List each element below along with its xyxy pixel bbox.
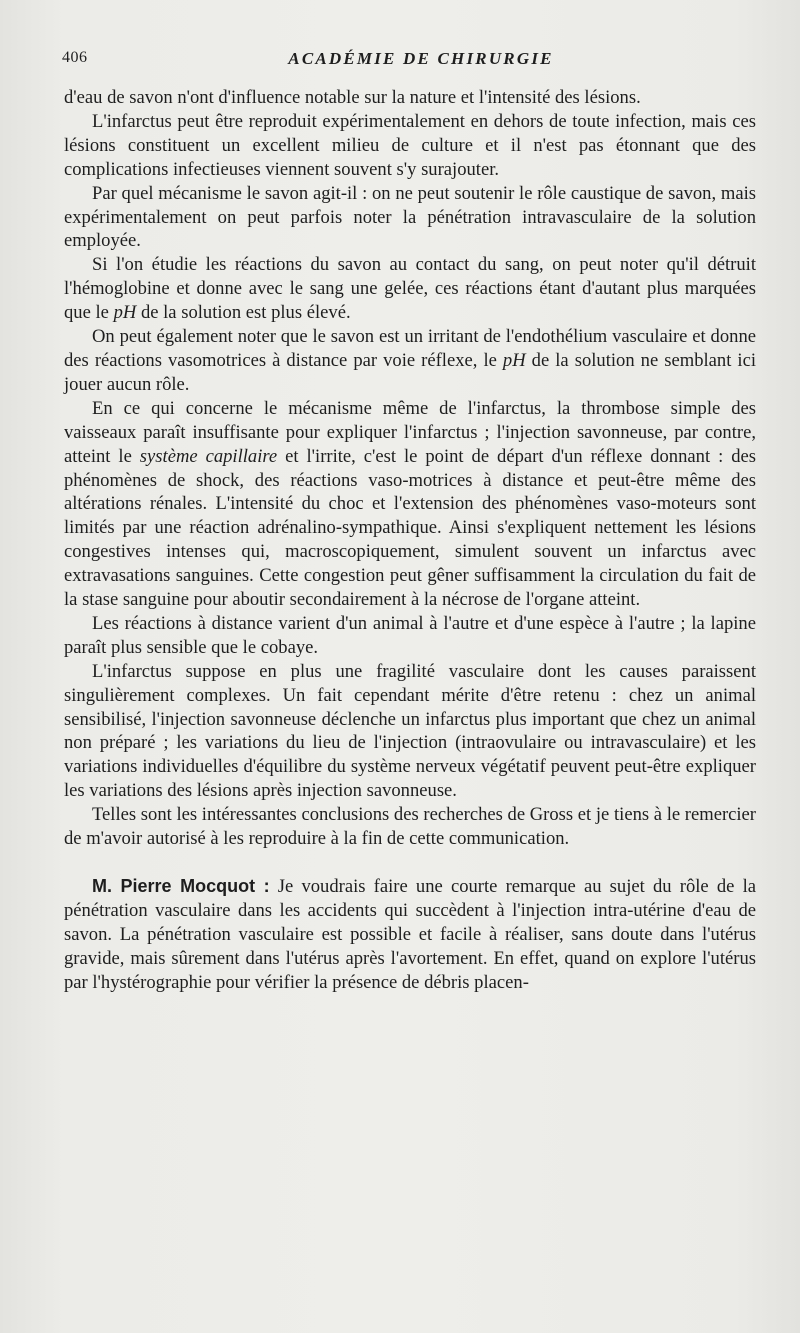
text-run: de la solution ne semblant ici jouer aucun rôle. (64, 349, 756, 395)
text-run: et l'irrite, c'est le point de départ d'un réflexe donnant : des phénomènes de shock, des réactions vaso-motrices à distance et peut-être même des altérations rénales. L'intensité du choc et l'extension des phénomènes vaso-moteurs sont limités par une réaction adrénalino-sympathique. Ainsi s'expliquent nettement les lésions congestives intenses qui, macroscopiquement, simulent souvent un infarctus avec extravasations sanguines. Cette congestion peut gêner suffisamment la circulation du fait de la stase sanguine pour aboutir secondairement à la nécrose de l'organe atteint. (64, 445, 756, 611)
speaker-text: Je voudrais faire une courte remarque au sujet du rôle de la pénétration vasculaire dans les accidents qui succèdent à l'injection intra-utérine d'eau de savon. La pénétration vasculaire est possible et facile à réaliser, sans doute dans l'utérus gravide, mais sûrement dans l'utérus après l'avortement. En effet, quand on explore l'utérus par l'hystérographie pour vérifier la présence de débris placen- (64, 876, 756, 993)
emphasized-term: système capillaire (139, 445, 278, 467)
paragraph: Par quel mécanisme le savon agit-il : on ne peut soutenir le rôle caustique de savon, mais expérimentalement on peut parfois noter la pénétration intravasculaire de la solution employée. (64, 182, 756, 252)
text-run: de la solution est plus élevé. (136, 302, 351, 324)
paragraph: Telles sont les intéressantes conclusions des recherches de Gross et je tiens à le remercier de m'avoir autorisé à les reproduire à la fin de cette communication. (64, 804, 756, 850)
paragraph: L'infarctus suppose en plus une fragilité vasculaire dont les causes paraissent singulièrement complexes. Un fait cependant mérite d'être retenu : chez un animal sensibilisé, l'injection savonneuse déclenche un infarctus plus important que chez un animal non préparé ; les variations du lieu de l'injection (intraovulaire ou intravasculaire) et les variations individuelles d'équilibre du système nerveux végétatif peuvent peut-être expliquer les variations des lésions après injection savonneuse. (64, 660, 756, 802)
text-run: En ce qui concerne le mécanisme même de l'infarctus, la thrombose simple des vaisseaux paraît insuffisante pour expliquer l'infarctus ; l'injection savonneuse, par contre, atteint le (64, 397, 756, 467)
ph-term: pH (502, 349, 526, 371)
speaker-name: M. Pierre Mocquot : (92, 876, 270, 896)
paragraph (64, 397, 756, 612)
paragraph-continued: d'eau de savon n'ont d'influence notable sur la nature et l'intensité des lésions. (64, 87, 641, 108)
body-text (64, 86, 756, 995)
speaker-paragraph (64, 875, 756, 995)
text-run: Si l'on étudie les réactions du savon au contact du sang, on peut noter qu'il détruit l'hémoglobine et donne avec le sang une gelée, ces réactions étant d'autant plus marquées que le (64, 254, 756, 324)
ph-term: pH (113, 302, 137, 324)
paragraph: L'infarctus peut être reproduit expérimentalement en dehors de toute infection, mais ces lésions constituent un excellent milieu de culture et il n'est pas étonnant que des complications infectieuses viennent souvent s'y surajouter. (64, 110, 756, 180)
paragraph: Les réactions à distance varient d'un animal à l'autre et d'une espèce à l'autre ; la lapine paraît plus sensible que le cobaye. (64, 612, 756, 658)
running-title: ACADÉMIE DE CHIRURGIE (288, 49, 554, 68)
paragraph (64, 253, 756, 325)
paragraph (64, 325, 756, 397)
text-run: On peut également noter que le savon est un irritant de l'endothélium vasculaire et donne des réactions vasomotrices à distance par voie réflexe, le (64, 326, 756, 371)
page-number: 406 (62, 49, 88, 66)
page-header (62, 49, 750, 73)
